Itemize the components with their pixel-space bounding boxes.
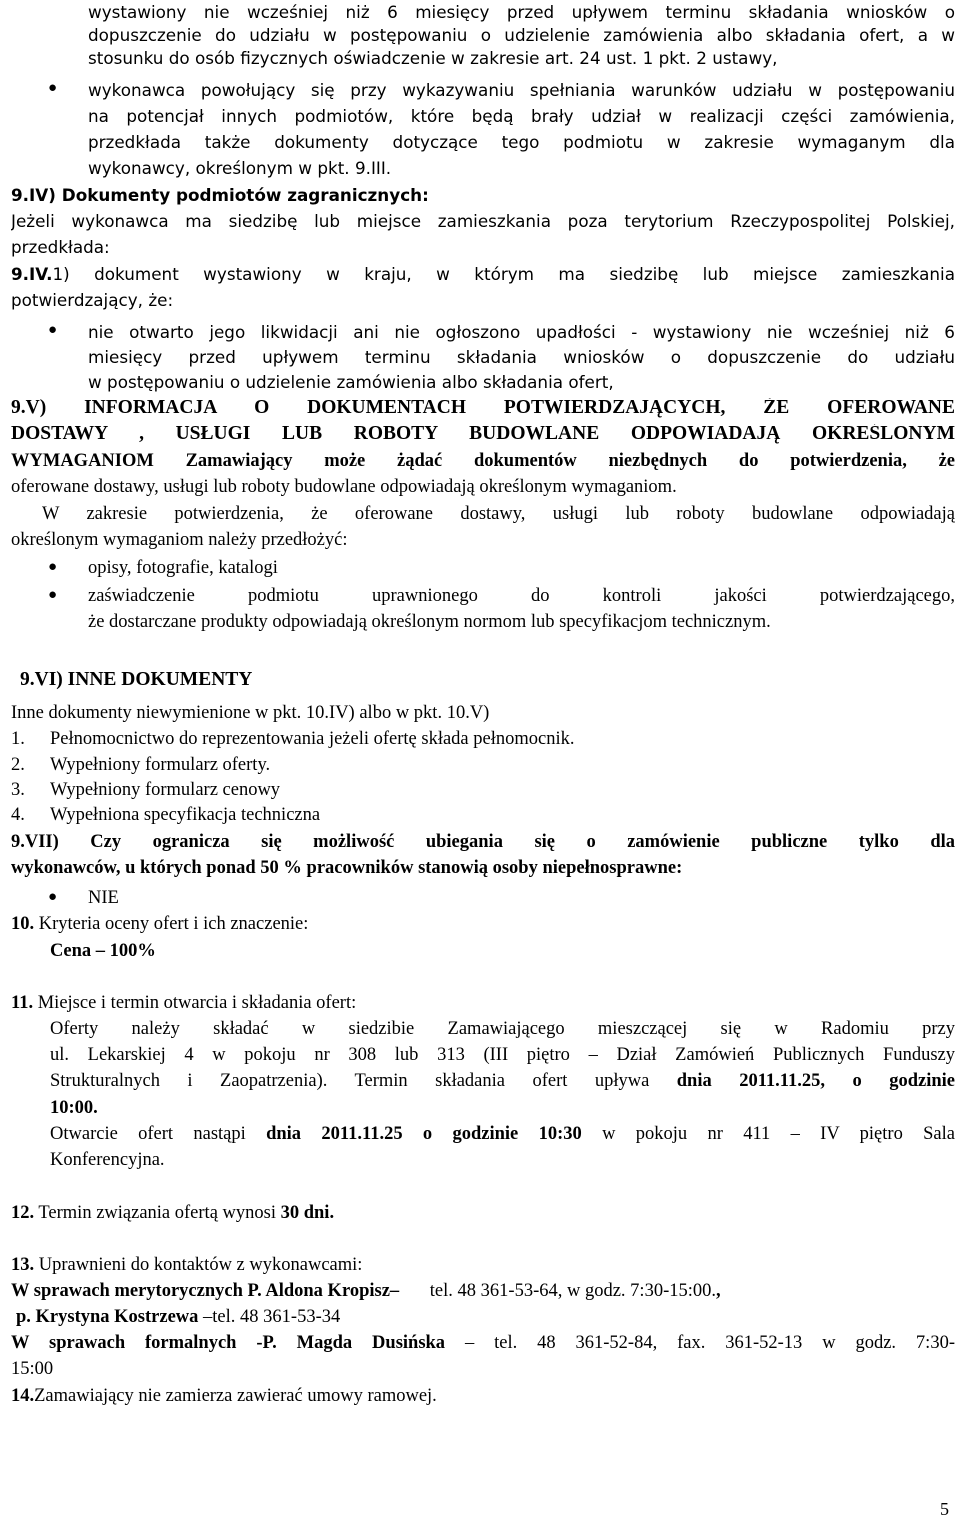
- text-line: przedkłada:: [11, 237, 110, 257]
- item-number: 11.: [11, 993, 34, 1013]
- item-text: –tel. 48 361-53-34: [198, 1307, 341, 1327]
- text-line: miesięcy przed upływem terminu składania wniosków o dopuszczenie do udziału: [88, 347, 955, 367]
- section-heading: WYMAGANIOM Zamawiający może żądać dokumentów niezbędnych do potwierdzenia, że: [11, 451, 955, 471]
- item-number: 9.IV.: [11, 264, 53, 284]
- text-line: [11, 1255, 362, 1275]
- item-text: Strukturalnych i Zaopatrzenia). Termin składania ofert upływa: [50, 1071, 677, 1091]
- text-line: Inne dokumenty niewymienione w pkt. 10.IV) albo w pkt. 10.V): [11, 703, 490, 723]
- item-text: tel. 48 361-53-64, w godz. 7:30-15:00.: [429, 1281, 716, 1301]
- item-text: Miejsce i termin otwarcia i składania ofert:: [33, 993, 357, 1013]
- text-line: wykonawca powołujący się przy wykazywaniu spełniania warunków udziału w postępowaniu: [88, 80, 955, 100]
- text-line: [11, 993, 356, 1013]
- section-heading: 9.VII) Czy ogranicza się możliwość ubiegania się o zamówienie publiczne tylko dla: [11, 832, 955, 852]
- section-heading: 9.V) INFORMACJA O DOKUMENTACH POTWIERDZAJĄCYCH, ŻE OFEROWANE: [11, 398, 955, 418]
- section-heading: 9.VI) INNE DOKUMENTY: [20, 669, 253, 690]
- bullet-icon: ●: [48, 587, 58, 603]
- item-text: Termin związania ofertą wynosi: [34, 1203, 281, 1223]
- list-number: 4.: [11, 805, 25, 825]
- text-line: Konferencyjna.: [50, 1150, 165, 1170]
- bullet-icon: ●: [48, 80, 58, 96]
- list-number: 3.: [11, 780, 25, 800]
- section-heading: DOSTAWY , USŁUGI LUB ROBOTY BUDOWLANE ODPOWIADAJĄ OKREŚLONYM: [11, 424, 955, 444]
- text-line: 15:00: [11, 1359, 54, 1379]
- item-number: 12.: [11, 1203, 35, 1223]
- item-text-bold: 30 dni.: [280, 1203, 335, 1223]
- text-line: że dostarczane produkty odpowiadają określonym normom lub specyfikacjom technicznym.: [88, 612, 771, 632]
- bullet-icon: ●: [48, 889, 58, 905]
- text-line: przedkłada także dokumenty dotyczące tego podmiotu w zakresie wymaganym dla: [88, 132, 955, 152]
- text-line: stosunku do osób fizycznych oświadczenie w zakresie art. 24 ust. 1 pkt. 2 ustawy,: [88, 48, 778, 68]
- text-line: opisy, fotografie, katalogi: [88, 558, 278, 578]
- page-number: 5: [940, 1499, 949, 1519]
- text-line: [11, 1281, 721, 1301]
- text-line: [11, 1386, 437, 1406]
- text-line: Cena – 100%: [50, 941, 156, 961]
- text-line: NIE: [88, 888, 119, 908]
- section-heading: 9.IV) Dokumenty podmiotów zagranicznych:: [11, 185, 429, 205]
- section-heading: wykonawców, u których ponad 50 % pracowników stanowią osoby niepełnosprawne:: [11, 858, 683, 878]
- text-line: Jeżeli wykonawca ma siedzibę lub miejsce zamieszkania poza terytorium Rzeczypospolitej Polskiej,: [11, 211, 955, 231]
- list-item: Wypełniona specyfikacja techniczna: [50, 805, 321, 825]
- item-text: Kryteria oceny ofert i ich znaczenie:: [34, 914, 309, 934]
- item-text: – tel. 48 361-52-84, fax. 361-52-13 w godz. 7:30-: [445, 1333, 955, 1353]
- text-line: wystawiony nie wcześniej niż 6 miesięcy przed upływem terminu składania wniosków o: [88, 2, 955, 22]
- list-item: Pełnomocnictwo do reprezentowania jeżeli ofertę składa pełnomocnik.: [50, 729, 575, 749]
- text-line: zaświadczenie podmiotu uprawnionego do kontroli jakości potwierdzającego,: [88, 586, 955, 606]
- text-line: potwierdzający, że:: [11, 290, 174, 310]
- item-text: Zamawiający nie zamierza zawierać umowy ramowej.: [34, 1386, 437, 1406]
- item-number: 14.: [11, 1386, 35, 1406]
- item-text-bold: W sprawach formalnych -P. Magda Dusińska: [11, 1333, 446, 1353]
- list-item: Wypełniony formularz cenowy: [50, 780, 281, 800]
- item-text-bold: dnia 2011.11.25, o godzinie: [676, 1071, 955, 1091]
- text-line: wykonawcy, określonym w pkt. 9.III.: [88, 158, 392, 178]
- item-text: Uprawnieni do kontaktów z wykonawcami:: [34, 1255, 363, 1275]
- text-line: [50, 1071, 955, 1091]
- text-line: określonym wymaganiom należy przedłożyć:: [11, 530, 348, 550]
- text-line: [16, 1307, 340, 1327]
- list-number: 2.: [11, 755, 25, 775]
- text-line: 10:00.: [50, 1098, 98, 1118]
- item-number: 13.: [11, 1255, 35, 1275]
- text-line: [11, 1203, 334, 1223]
- item-text-bold: ,: [716, 1281, 721, 1301]
- item-text: 1) dokument wystawiony w kraju, w którym ma siedzibę lub miejsce zamieszkania: [52, 264, 955, 284]
- item-text-bold: p. Krystyna Kostrzewa: [16, 1307, 199, 1327]
- text-line: nie otwarto jego likwidacji ani nie ogłoszono upadłości - wystawiony nie wcześniej niż 6: [88, 322, 955, 342]
- text-line: Oferty należy składać w siedzibie Zamawiającego mieszczącej się w Radomiu przy: [50, 1019, 955, 1039]
- list-item: Wypełniony formularz oferty.: [50, 755, 271, 775]
- text-line: [11, 1333, 955, 1353]
- text-line: W zakresie potwierdzenia, że oferowane dostawy, usługi lub roboty budowlane odpowiadają: [42, 504, 955, 524]
- bullet-icon: ●: [48, 559, 58, 575]
- text-line: dopuszczenie do udziału w postępowaniu o udzielenie zamówienia albo składania ofert, a w: [88, 25, 955, 45]
- item-text: Otwarcie ofert nastąpi: [50, 1124, 267, 1144]
- text-line: [11, 264, 955, 284]
- bullet-icon: ●: [48, 322, 58, 338]
- text-line: na potencjał innych podmiotów, które będą brały udział w realizacji części zamówienia,: [88, 106, 955, 126]
- item-number: 10.: [11, 914, 35, 934]
- text-line: ul. Lekarskiej 4 w pokoju nr 308 lub 313 (III piętro – Dział Zamówień Publicznych Funduszy: [50, 1045, 955, 1065]
- text-line: oferowane dostawy, usługi lub roboty budowlane odpowiadają określonym wymaganiom.: [11, 477, 677, 497]
- item-text-bold: dnia 2011.11.25 o godzinie 10:30: [266, 1124, 582, 1144]
- list-number: 1.: [11, 729, 25, 749]
- item-text: w pokoju nr 411 – IV piętro Sala: [581, 1124, 955, 1144]
- text-line: [11, 914, 308, 934]
- text-line: w postępowaniu o udzielenie zamówienia albo składania ofert,: [88, 372, 614, 392]
- item-text-bold: W sprawach merytorycznych P. Aldona Kropisz–: [11, 1281, 404, 1301]
- text-line: [50, 1124, 955, 1144]
